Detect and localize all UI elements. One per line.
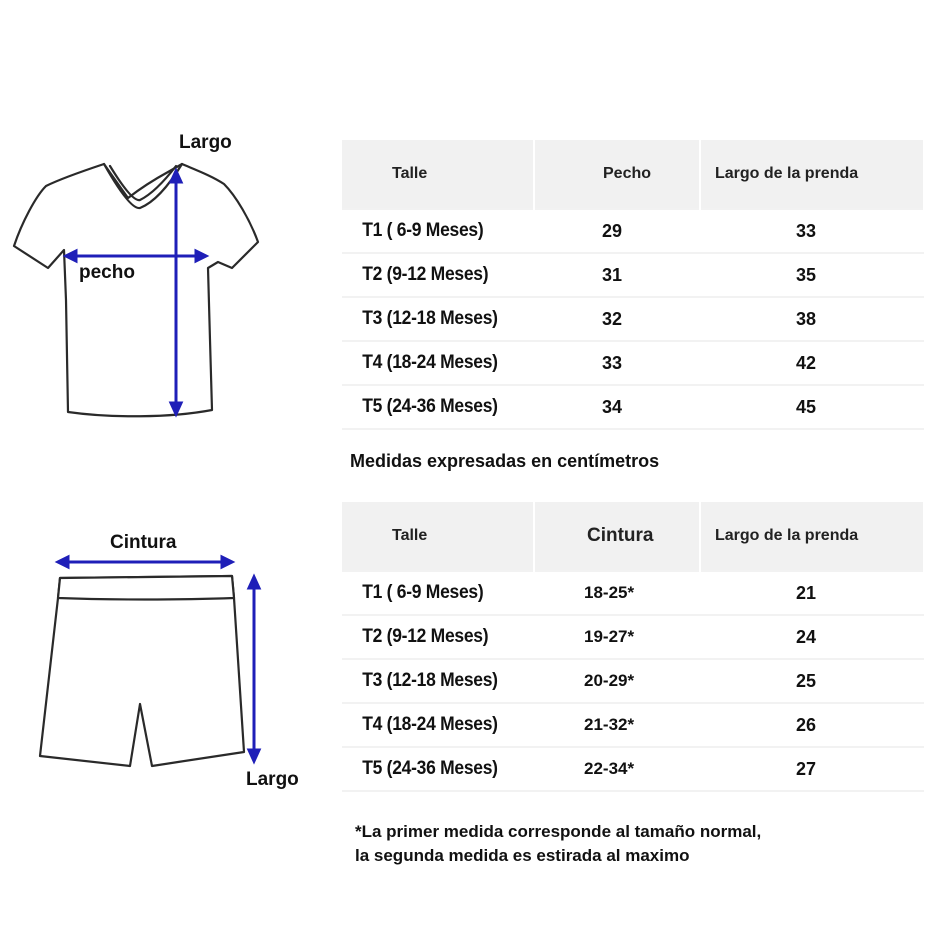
table-row	[342, 659, 924, 703]
shirt-pecho-label: pecho	[79, 262, 135, 283]
size-cell: T2 (9-12 Meses)	[342, 615, 519, 659]
table-row	[342, 209, 924, 253]
header-cintura: Cintura	[534, 502, 700, 571]
shirt-size-table	[342, 140, 925, 430]
chest-cell: 31	[534, 253, 700, 297]
length-cell: 27	[700, 747, 924, 791]
footnote-line-2: la segunda medida es estirada al maximo	[355, 846, 690, 865]
waist-arrow	[58, 557, 232, 567]
shirt-diagram	[0, 150, 280, 430]
size-cell: T4 (18-24 Meses)	[342, 703, 519, 747]
table-row	[342, 615, 924, 659]
waist-cell: 18-25*	[534, 571, 700, 615]
table-row	[342, 747, 924, 791]
header-largo: Largo de la prenda	[700, 140, 924, 209]
table-row	[342, 253, 924, 297]
header-pecho: Pecho	[534, 140, 700, 209]
length-cell: 38	[700, 297, 924, 341]
chest-cell: 32	[534, 297, 700, 341]
shorts-size-table	[342, 502, 925, 792]
chest-cell: 29	[534, 209, 700, 253]
shirt-largo-label: Largo	[179, 132, 232, 153]
table-row	[342, 341, 924, 385]
table-row	[342, 385, 924, 429]
chest-cell: 33	[534, 341, 700, 385]
size-cell: T4 (18-24 Meses)	[342, 341, 519, 385]
table-header-row	[342, 140, 924, 209]
length-cell: 25	[700, 659, 924, 703]
length-cell: 42	[700, 341, 924, 385]
size-cell: T1 ( 6-9 Meses)	[342, 209, 519, 253]
header-largo: Largo de la prenda	[700, 502, 924, 571]
header-talle: Talle	[342, 502, 534, 571]
size-cell: T5 (24-36 Meses)	[342, 747, 519, 791]
waist-cell: 20-29*	[534, 659, 700, 703]
length-cell: 26	[700, 703, 924, 747]
table-header-row	[342, 502, 924, 571]
waist-cell: 22-34*	[534, 747, 700, 791]
length-cell: 45	[700, 385, 924, 429]
header-talle: Talle	[342, 140, 534, 209]
shorts-diagram	[0, 550, 280, 790]
table-row	[342, 703, 924, 747]
length-cell: 35	[700, 253, 924, 297]
size-cell: T5 (24-36 Meses)	[342, 385, 519, 429]
table-row	[342, 571, 924, 615]
chest-cell: 34	[534, 385, 700, 429]
shorts-length-arrow	[249, 577, 259, 761]
shorts-largo-label: Largo	[246, 769, 299, 790]
table-row	[342, 297, 924, 341]
length-cell: 21	[700, 571, 924, 615]
waist-cell: 19-27*	[534, 615, 700, 659]
size-cell: T1 ( 6-9 Meses)	[342, 571, 519, 615]
footnote-line-1: *La primer medida corresponde al tamaño normal,	[355, 822, 762, 841]
size-cell: T2 (9-12 Meses)	[342, 253, 519, 297]
waist-cell: 21-32*	[534, 703, 700, 747]
length-cell: 24	[700, 615, 924, 659]
shorts-cintura-label: Cintura	[110, 532, 177, 553]
size-cell: T3 (12-18 Meses)	[342, 297, 519, 341]
size-cell: T3 (12-18 Meses)	[342, 659, 519, 703]
length-cell: 33	[700, 209, 924, 253]
units-note: Medidas expresadas en centímetros	[350, 451, 660, 471]
